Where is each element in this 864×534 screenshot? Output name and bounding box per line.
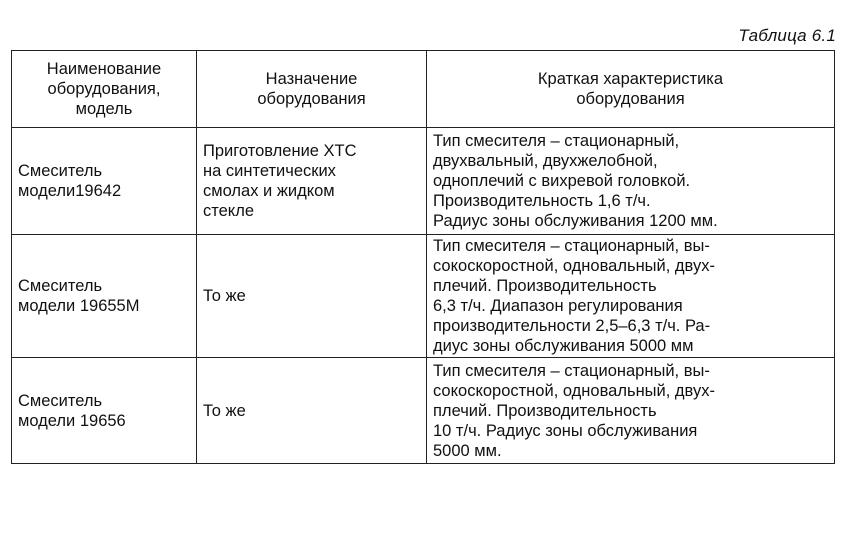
table-row	[12, 235, 835, 358]
table-caption: Таблица 6.1	[738, 26, 836, 45]
cell-equipment-name: Смеситель модели 19655М	[12, 235, 197, 358]
cell-equipment-spec: Тип смесителя – стационарный, вы- сокоскоростной, одновальный, двух- плечий. Производительность 6,3 т/ч. Диапазон регулирования производительности 2,5–6,3 т/ч. Ра- диус зоны обслуживания 5000 мм	[427, 235, 835, 358]
table-row	[12, 128, 835, 235]
equipment-table	[11, 50, 835, 464]
table-row	[12, 358, 835, 464]
header-equipment-name: Наименование оборудования, модель	[12, 51, 197, 128]
cell-equipment-spec: Тип смесителя – стационарный, двухвальный, двухжелобной, одноплечий с вихревой головкой. Производительность 1,6 т/ч. Радиус зоны обслуживания 1200 мм.	[427, 128, 835, 235]
table-header-row	[12, 51, 835, 128]
header-equipment-spec: Краткая характеристика оборудования	[427, 51, 835, 128]
cell-equipment-name: Смеситель модели19642	[12, 128, 197, 235]
header-equipment-purpose: Назначение оборудования	[197, 51, 427, 128]
cell-equipment-name: Смеситель модели 19656	[12, 358, 197, 464]
cell-equipment-purpose: То же	[197, 235, 427, 358]
cell-equipment-spec: Тип смесителя – стационарный, вы- сокоскоростной, одновальный, двух- плечий. Производительность 10 т/ч. Радиус зоны обслуживания 5000 мм.	[427, 358, 835, 464]
cell-equipment-purpose: То же	[197, 358, 427, 464]
cell-equipment-purpose: Приготовление ХТС на синтетических смолах и жидком стекле	[197, 128, 427, 235]
